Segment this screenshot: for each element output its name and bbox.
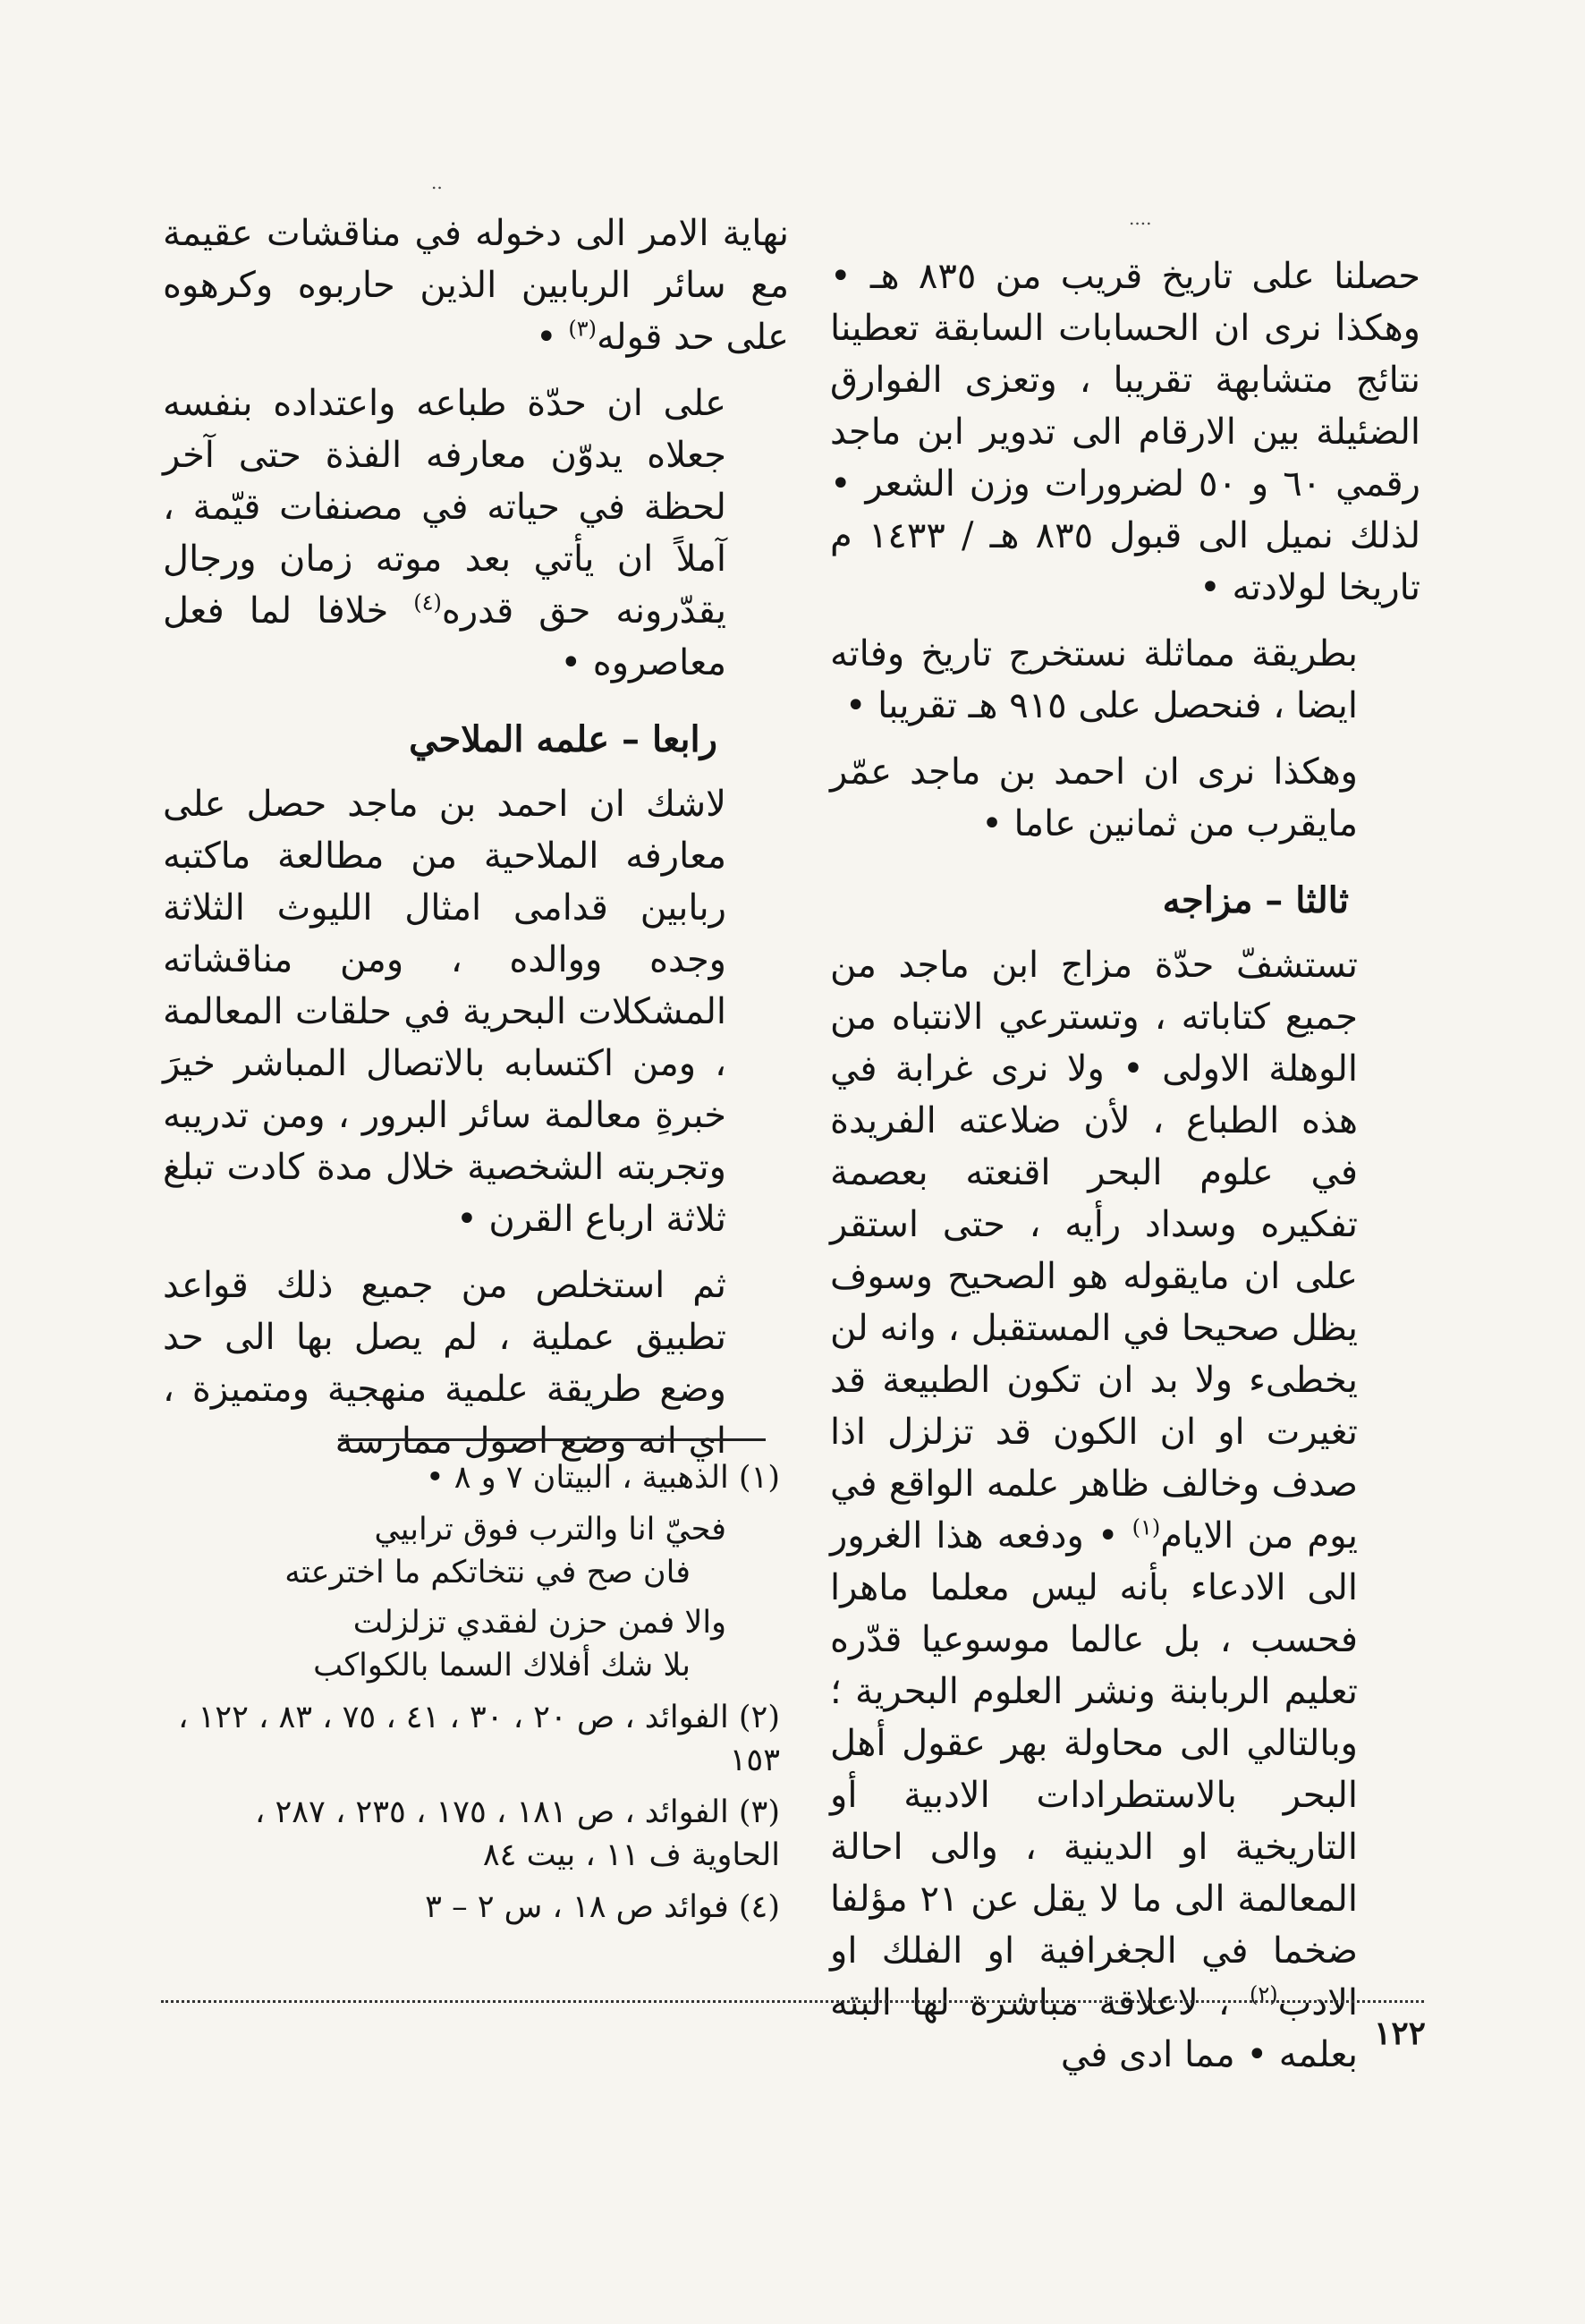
footnote-divider xyxy=(338,1438,766,1441)
left-column xyxy=(163,208,789,1481)
footnote-ref: (٣) xyxy=(568,316,597,342)
section-heading: رابعا – علمه الملاحي xyxy=(409,718,717,760)
paragraph: لاشك ان احمد بن ماجد حصل على معارفه الملاحية من مطالعة ماكتبه ربابين قدامى امثال الليوث الثلاثة وجده ووالده ، ومن مناقشاته المشكلات البحرية في حلقات المعالمة ، ومن اكتسابه بالاتصال المباشر خيرَ خبرةِ معالمة سائر البرور ، ومن تدريبه وتجربته الشخصية خلال مدة كادت تبلغ ثلاثة ارباع القرن • xyxy=(163,784,726,1240)
footnote-ref: (١) xyxy=(1132,1514,1161,1540)
paragraph-text: خلافا لما فعل معاصروه • xyxy=(163,590,726,683)
paragraph: بطريقة مماثلة نستخرج تاريخ وفاته ايضا ، فنحصل على ٩١٥ هـ تقريبا • xyxy=(830,633,1358,726)
page-number: ١٢٢ xyxy=(1373,2014,1426,2052)
page-bottom-rule xyxy=(161,2000,1424,2003)
paragraph-text: ، لاعلاقة مباشرة لها البته بعلمه • مما ادى في xyxy=(830,1982,1358,2075)
footnotes xyxy=(163,1456,780,1938)
section-heading: ثالثا – مزاجه xyxy=(1162,879,1349,921)
verse-line: فحيّ انا والترب فوق ترابيي xyxy=(374,1512,726,1548)
paragraph: وهكذا نرى ان احمد بن ماجد عمّر مايقرب من ثمانين عاما • xyxy=(830,751,1358,844)
paragraph xyxy=(163,377,789,689)
verse-line: فان صح في نتخاتكم ما اخترعته xyxy=(284,1555,691,1590)
paragraph-text: • xyxy=(536,317,569,358)
footnote-1: (١) الذهبية ، البيتان ٧ و ٨ • xyxy=(425,1460,780,1496)
paragraph-text: على ان حدّة طباعه واعتداده بنفسه جعلاه يدوّن معارفه الفذة حتى آخر لحظة في حياته في مصنفات قيّمة ، آملاً ان يأتي بعد موته زمان ورجال يقدّرونه حق قدره xyxy=(163,383,726,632)
ink-mark: .. xyxy=(431,172,443,193)
verse-line: والا فمن حزن لفقدي تزلزلت xyxy=(352,1605,726,1641)
paragraph xyxy=(830,939,1420,2081)
paragraph-text: تستشفّ حدّة مزاج ابن ماجد من جميع كتاباته ، وتسترعي الانتباه من الوهلة الاولى • ولا نرى غرابة في هذه الطباع ، لأن ضلاعته الفريدة في علوم البحر اقنعته بعصمة تفكيره وسداد رأيه ، حتى استقر على ان مايقوله هو الصحيح وسوف يظل صحيحا في المستقبل ، وانه لن يخطىء ولا بد ان تكون الطبيعة قد تغيرت او ان الكون قد تزلزل اذا صدف وخالف ظاهر علمه الواقع في يوم من الايام xyxy=(830,945,1358,1556)
paragraph xyxy=(163,208,789,363)
footnote-verse xyxy=(163,1508,780,1687)
ink-mark: .... xyxy=(1129,208,1152,229)
paragraph-text: • ودفعه هذا الغرور الى الادعاء بأنه ليس معلما ماهرا فحسب ، بل عالما موسوعيا قدّره تعليم الربابنة ونشر العلوم البحرية ؛ وبالتالي الى محاولة بهر عقول أهل البحر بالاستطرادات الادبية أو التاريخية او الدينية ، والى احالة المعالمة الى ما لا يقل عن ٢١ مؤلفا ضخما في الجغرافية او الفلك او الادب xyxy=(830,1515,1359,2023)
footnote-4: (٤) فوائد ص ١٨ ، س ٢ – ٣ xyxy=(425,1889,780,1925)
paragraph-text: نهاية الامر الى دخوله في مناقشات عقيمة مع سائر الربابين الذين حاربوه وكرهوه على حد قوله xyxy=(163,213,789,358)
footnote-ref: (٢) xyxy=(1249,1981,1278,2007)
right-column xyxy=(830,250,1420,2095)
footnote-3: (٣) الفوائد ، ص ١٨١ ، ١٧٥ ، ٢٣٥ ، ٢٨٧ ، الحاوية ف ١١ ، بيت ٨٤ xyxy=(255,1794,780,1873)
footnote-ref: (٤) xyxy=(413,589,442,615)
verse-line: بلا شك أفلاك السما بالكواكب xyxy=(313,1648,691,1684)
paragraph: حصلنا على تاريخ قريب من ٨٣٥ هـ • وهكذا نرى ان الحسابات السابقة تعطينا نتائج متشابهة تقريبا ، وتعزى الفوارق الضئيلة بين الارقام الى تدوير ابن ماجد رقمي ٦٠ و ٥٠ لضرورات وزن الشعر • لذلك نميل الى قبول ٨٣٥ هـ / ١٤٣٣ م تاريخا لولادته • xyxy=(830,256,1421,608)
paragraph: ثم استخلص من جميع ذلك قواعد تطبيق عملية ، لم يصل بها الى حد وضع طريقة علمية منهجية ومتميزة ، اي انه وضع اصول ممارسة xyxy=(163,1265,726,1462)
footnote-2: (٢) الفوائد ، ص ٢٠ ، ٣٠ ، ٤١ ، ٧٥ ، ٨٣ ، ١٢٢ ، ١٥٣ xyxy=(178,1700,780,1778)
